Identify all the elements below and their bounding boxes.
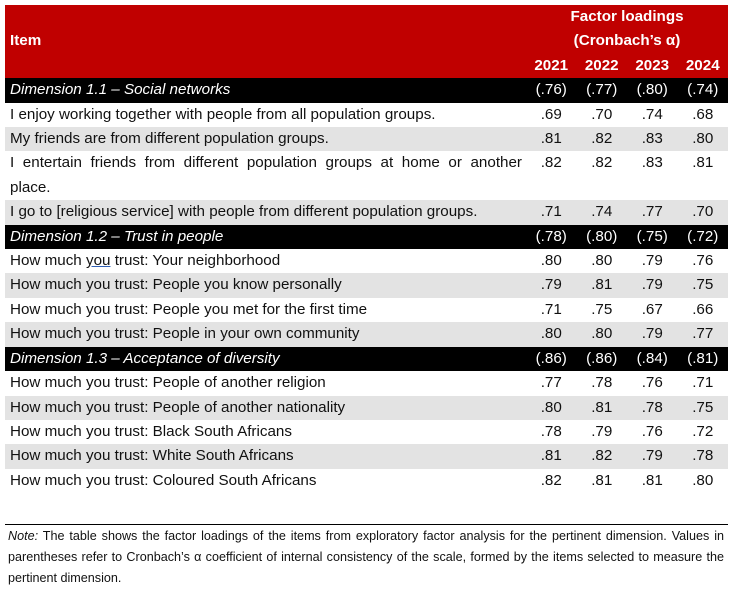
item-text-prefix: How much: [10, 252, 86, 270]
loading-value: .76: [627, 420, 678, 444]
loading-value: .76: [627, 371, 678, 395]
loading-value: .77: [627, 200, 678, 224]
loading-value: .80: [526, 322, 577, 346]
loading-value: .70: [678, 200, 729, 224]
loading-value: .76: [678, 249, 729, 273]
table-row: [5, 151, 728, 200]
header-cronbach-alpha: (Cronbach’s α): [526, 29, 728, 53]
item-text: How much you trust: Coloured South Africans: [5, 469, 526, 493]
year-2024: 2024: [678, 54, 729, 78]
year-2022: 2022: [577, 54, 628, 78]
header-item-label: Item: [5, 5, 526, 78]
item-text: I entertain friends from different population groups at home or another place.: [5, 151, 526, 200]
table-bottom-rule: [5, 524, 728, 525]
table-row: [5, 322, 728, 346]
cronbach-alpha-value: (.86): [526, 347, 577, 371]
loading-value: .79: [577, 420, 628, 444]
cronbach-alpha-value: (.86): [577, 347, 628, 371]
loading-value: .79: [627, 322, 678, 346]
loading-value: .74: [627, 103, 678, 127]
loading-value: .68: [678, 103, 729, 127]
item-text: How much you trust: People you met for the first time: [5, 298, 526, 322]
loading-value: .81: [577, 396, 628, 420]
loading-value: .80: [526, 396, 577, 420]
loading-value: .71: [678, 371, 729, 395]
table-row: [5, 444, 728, 468]
loading-value: .66: [678, 298, 729, 322]
loading-value: .82: [577, 151, 628, 200]
item-text: How much you trust: People of another nationality: [5, 396, 526, 420]
loading-value: .81: [577, 469, 628, 493]
loading-value: .78: [627, 396, 678, 420]
loading-value: .81: [577, 273, 628, 297]
item-text: I go to [religious service] with people from different population groups.: [5, 200, 526, 224]
loading-value: .82: [526, 469, 577, 493]
table-row: [5, 469, 728, 493]
loading-value: .78: [678, 444, 729, 468]
dimension-row: [5, 78, 728, 102]
dimension-title: Dimension 1.1 – Social networks: [5, 78, 526, 102]
loading-value: .80: [678, 127, 729, 151]
loading-value: .78: [577, 371, 628, 395]
dimension-title: Dimension 1.2 – Trust in people: [5, 225, 526, 249]
item-text: How much you trust: People of another religion: [5, 371, 526, 395]
note-text: The table shows the factor loadings of the items from exploratory factor analysis for the pertinent dimension. Values in parentheses refer to Cronbach’s α coefficient of internal consistency of the scale, formed by the items selected to measure the pertinent dimension.: [8, 529, 724, 585]
cronbach-alpha-value: (.77): [577, 78, 628, 102]
item-text: My friends are from different population groups.: [5, 127, 526, 151]
loading-value: .79: [526, 273, 577, 297]
loading-value: .80: [577, 249, 628, 273]
cronbach-alpha-value: (.72): [678, 225, 729, 249]
loading-value: .75: [678, 273, 729, 297]
table-row: [5, 127, 728, 151]
table-row: [5, 396, 728, 420]
loading-value: .81: [526, 127, 577, 151]
year-2023: 2023: [627, 54, 678, 78]
loading-value: .82: [577, 444, 628, 468]
item-text: How much you trust: People you know personally: [5, 273, 526, 297]
loading-value: .71: [526, 200, 577, 224]
loading-value: .81: [627, 469, 678, 493]
loading-value: .67: [627, 298, 678, 322]
table-row: [5, 200, 728, 224]
factor-loadings-table: [5, 5, 728, 493]
loading-value: .72: [678, 420, 729, 444]
loading-value: .79: [627, 273, 678, 297]
loading-value: .78: [526, 420, 577, 444]
year-2021: 2021: [526, 54, 577, 78]
loading-value: .79: [627, 249, 678, 273]
table-row: [5, 249, 728, 273]
table-row: [5, 298, 728, 322]
dimension-row: [5, 225, 728, 249]
item-text-suffix: trust: Your neighborhood: [110, 252, 281, 270]
loading-value: .82: [577, 127, 628, 151]
header-factor-loadings: Factor loadings: [526, 5, 728, 29]
loading-value: .70: [577, 103, 628, 127]
table-row: [5, 273, 728, 297]
cronbach-alpha-value: (.80): [627, 78, 678, 102]
item-text: [5, 249, 526, 273]
note-label: Note:: [8, 529, 39, 543]
loading-value: .81: [678, 151, 729, 200]
loading-value: .74: [577, 200, 628, 224]
loading-value: .75: [678, 396, 729, 420]
item-text: I enjoy working together with people from all population groups.: [5, 103, 526, 127]
cronbach-alpha-value: (.80): [577, 225, 628, 249]
loading-value: .69: [526, 103, 577, 127]
loading-value: .77: [678, 322, 729, 346]
loading-value: .80: [526, 249, 577, 273]
cronbach-alpha-value: (.81): [678, 347, 729, 371]
header-row-1: [5, 5, 728, 29]
item-text-underlined: you: [85, 252, 111, 270]
loading-value: .83: [627, 151, 678, 200]
item-text: How much you trust: Black South Africans: [5, 420, 526, 444]
cronbach-alpha-value: (.74): [678, 78, 729, 102]
loading-value: .71: [526, 298, 577, 322]
dimension-row: [5, 347, 728, 371]
cronbach-alpha-value: (.76): [526, 78, 577, 102]
table-row: [5, 371, 728, 395]
loading-value: .81: [526, 444, 577, 468]
loading-value: .79: [627, 444, 678, 468]
loading-value: .75: [577, 298, 628, 322]
loading-value: .80: [678, 469, 729, 493]
cronbach-alpha-value: (.84): [627, 347, 678, 371]
cronbach-alpha-value: (.75): [627, 225, 678, 249]
dimension-title: Dimension 1.3 – Acceptance of diversity: [5, 347, 526, 371]
table-row: [5, 103, 728, 127]
loading-value: .77: [526, 371, 577, 395]
loading-value: .83: [627, 127, 678, 151]
loading-value: .82: [526, 151, 577, 200]
table-row: [5, 420, 728, 444]
table-note: [8, 526, 724, 589]
cronbach-alpha-value: (.78): [526, 225, 577, 249]
item-text: How much you trust: White South Africans: [5, 444, 526, 468]
item-text: How much you trust: People in your own community: [5, 322, 526, 346]
loading-value: .80: [577, 322, 628, 346]
